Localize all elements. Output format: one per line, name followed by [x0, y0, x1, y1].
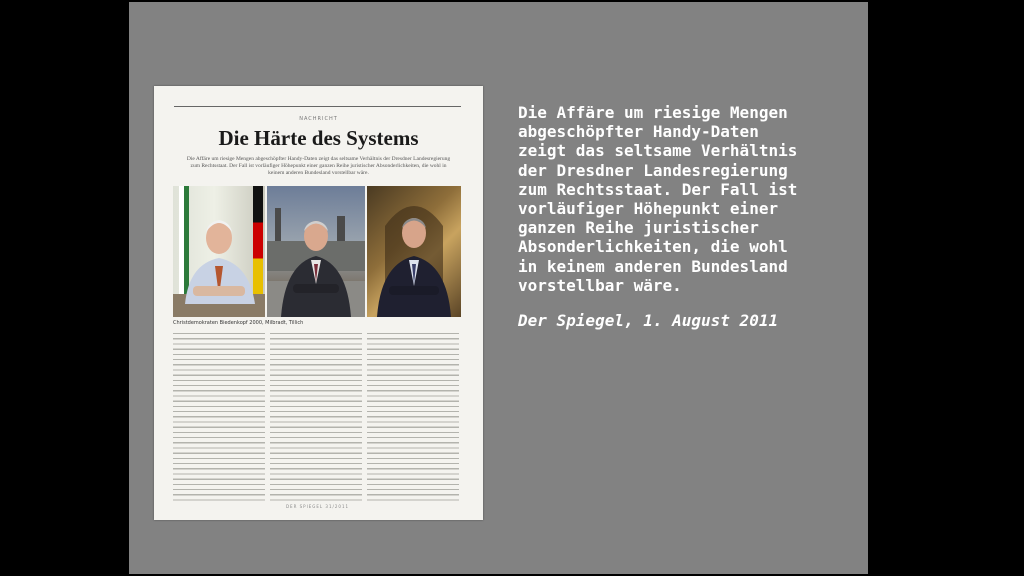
article-kicker: NACHRICHT [299, 116, 338, 122]
photo-politician-2 [267, 186, 365, 317]
photo-politician-1 [173, 186, 265, 317]
presentation-slide [129, 2, 868, 574]
page-footer: DER SPIEGEL 31/2011 [285, 504, 350, 509]
photo-politician-3 [367, 186, 461, 317]
text-column-3 [367, 330, 459, 502]
article-headline: Die Härte des Systems [218, 126, 419, 150]
photo-caption: Christdemokraten Biedenkopf 2000, Milbradt, Tillich [173, 320, 304, 326]
quote-text: Die Affäre um riesige Mengen abgeschöpfter Handy-Daten zeigt das seltsame Verhältnis der Dresdner Landesregierung zum Rechtsstaat. Der Fall ist vorläufiger Höhepunkt einer ganzen Reihe juristischer Absonderlichkeiten, die wohl in keinem anderen Bundesland vorstellbar wäre. [518, 103, 798, 295]
article-deck: Die Affäre um riesige Mengen abgeschöpfter Handy-Daten zeigt das seltsame Verhältnis der Dresdner Landesregierung zum Rechtsstaat. Der Fall ist vorläufiger Höhepunkt einer ganzen Reihe juristischer Absonderlichkeiten, die wohl in keinem anderen Bundesland vorstellbar wäre. [186, 156, 451, 176]
text-column-1 [173, 330, 265, 502]
magazine-page-scan [154, 86, 483, 520]
text-column-2 [270, 330, 362, 502]
portrait-2 [267, 186, 365, 317]
portrait-1 [173, 186, 265, 317]
quote-source: Der Spiegel, 1. August 2011 [518, 311, 779, 330]
portrait-3 [367, 186, 461, 317]
top-rule [174, 106, 461, 107]
